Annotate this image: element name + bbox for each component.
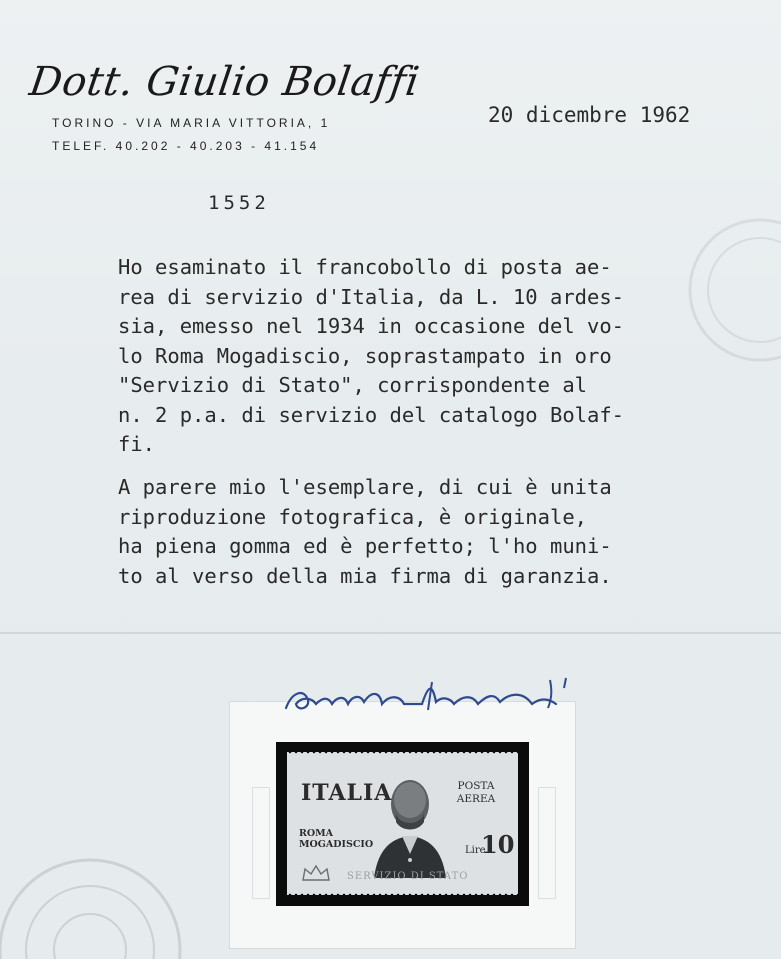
stamp-photo-frame	[276, 742, 529, 906]
stamp-perforation	[287, 752, 518, 754]
handwritten-signature	[282, 674, 582, 724]
body-line: sia, emesso nel 1934 in occasione del vo-	[118, 314, 625, 338]
king-portrait-icon	[370, 770, 450, 878]
body-paragraph-1	[118, 253, 768, 460]
letterhead-address: TORINO - VIA MARIA VITTORIA, 1	[52, 116, 331, 130]
crown-icon	[301, 864, 331, 882]
body-line: "Servizio di Stato", corrispondente al	[118, 373, 587, 397]
stamp-overprint: SERVIZIO DI STATO	[347, 871, 469, 882]
faint-rubber-stamp-mark	[0, 840, 190, 959]
letterhead-name: Dott. Giulio Bolaffi	[26, 59, 423, 105]
stamp-image	[287, 752, 518, 895]
mount-guarantee-mark-left	[252, 787, 270, 899]
body-line: n. 2 p.a. di servizio del catalogo Bolaf-	[118, 402, 625, 427]
stamp-service-line: POSTA	[457, 780, 495, 792]
stamp-value: 10	[481, 830, 515, 859]
fold-line	[0, 632, 781, 634]
body-line: rea di servizio d'Italia, da L. 10 ardes-	[118, 284, 625, 309]
certificate-date: 20 dicembre 1962	[488, 103, 691, 127]
stamp-perforation	[287, 893, 518, 895]
stamp-route-line: ROMA	[299, 828, 334, 839]
certificate-number: 1552	[208, 192, 270, 214]
mount-guarantee-mark-right	[538, 787, 556, 899]
body-paragraph-2	[118, 473, 768, 591]
body-line: riproduzione fotografica, è originale,	[118, 504, 587, 529]
stamp-currency: Lire	[465, 845, 486, 856]
body-line: A parere mio l'esemplare, di cui è unita	[118, 475, 612, 499]
body-line: ha piena gomma ed è perfetto; l'ho muni-	[118, 534, 612, 558]
body-line: to al verso della mia firma di garanzia.	[118, 563, 612, 588]
letterhead-telephone: TELEF. 40.202 - 40.203 - 41.154	[52, 139, 320, 153]
body-line: lo Roma Mogadiscio, soprastampato in oro	[118, 343, 612, 368]
stamp-service	[445, 780, 507, 806]
body-line: Ho esaminato il francobollo di posta ae-	[118, 255, 612, 279]
stamp-service-line: AEREA	[456, 793, 496, 805]
body-line: fi.	[118, 432, 156, 456]
stamp-route-line: MOGADISCIO	[299, 839, 374, 850]
stamp-route	[299, 828, 373, 850]
stamp-country: ITALIA	[301, 780, 393, 806]
